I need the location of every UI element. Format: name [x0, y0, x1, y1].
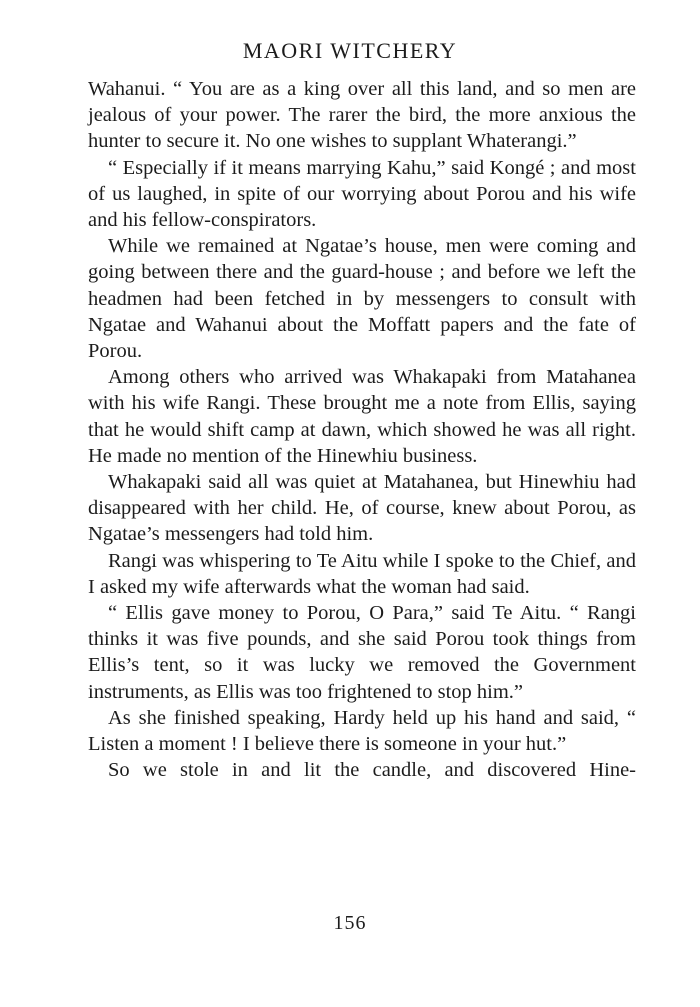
- paragraph-4: Among others who arrived was Whakapaki from Matahanea with his wife Rangi. These brought me a note from Ellis, saying that he would shift camp at dawn, which showed he was all right. He made no mention of the Hinewhiu business.: [88, 366, 636, 467]
- paragraph-8: As she finished speaking, Hardy held up his hand and said, “ Listen a moment ! I believe there is someone in your hut.”: [88, 706, 636, 756]
- body-text: [88, 76, 636, 783]
- paragraph-7: “ Ellis gave money to Porou, O Para,” said Te Aitu. “ Rangi thinks it was five pounds, and she said Porou took things from Ellis’s tent, so it was lucky we removed the Government instruments, as Ellis was too frightened to stop him.”: [88, 602, 636, 703]
- paragraph-5: Whakapaki said all was quiet at Matahanea, but Hinewhiu had disappeared with her child. He, of course, knew about Porou, as Ngatae’s messengers had told him.: [88, 471, 636, 546]
- paragraph-6: Rangi was whispering to Te Aitu while I spoke to the Chief, and I asked my wife afterwards what the woman had said.: [88, 549, 636, 598]
- paragraph-9: So we stole in and lit the candle, and discovered Hine-: [108, 759, 636, 782]
- paragraph-3: While we remained at Ngatae’s house, men were coming and going between there and the guard-house ; and before we left the headmen had been fetched in by messengers to consult with Ngatae and Wahanui about the Moffatt papers and the fate of Porou.: [88, 235, 636, 363]
- page-number: 156: [333, 912, 367, 934]
- running-head: MAORI WITCHERY: [242, 38, 458, 63]
- paragraph-2: “ Especially if it means marrying Kahu,” said Kongé ; and most of us laughed, in spite of our worrying about Porou and his wife and his fellow-conspirators.: [88, 156, 636, 232]
- paragraph-1: Wahanui. “ You are as a king over all this land, and so men are jealous of your power. The rarer the bird, the more anxious the hunter to secure it. No one wishes to supplant Whaterangi.”: [88, 78, 636, 153]
